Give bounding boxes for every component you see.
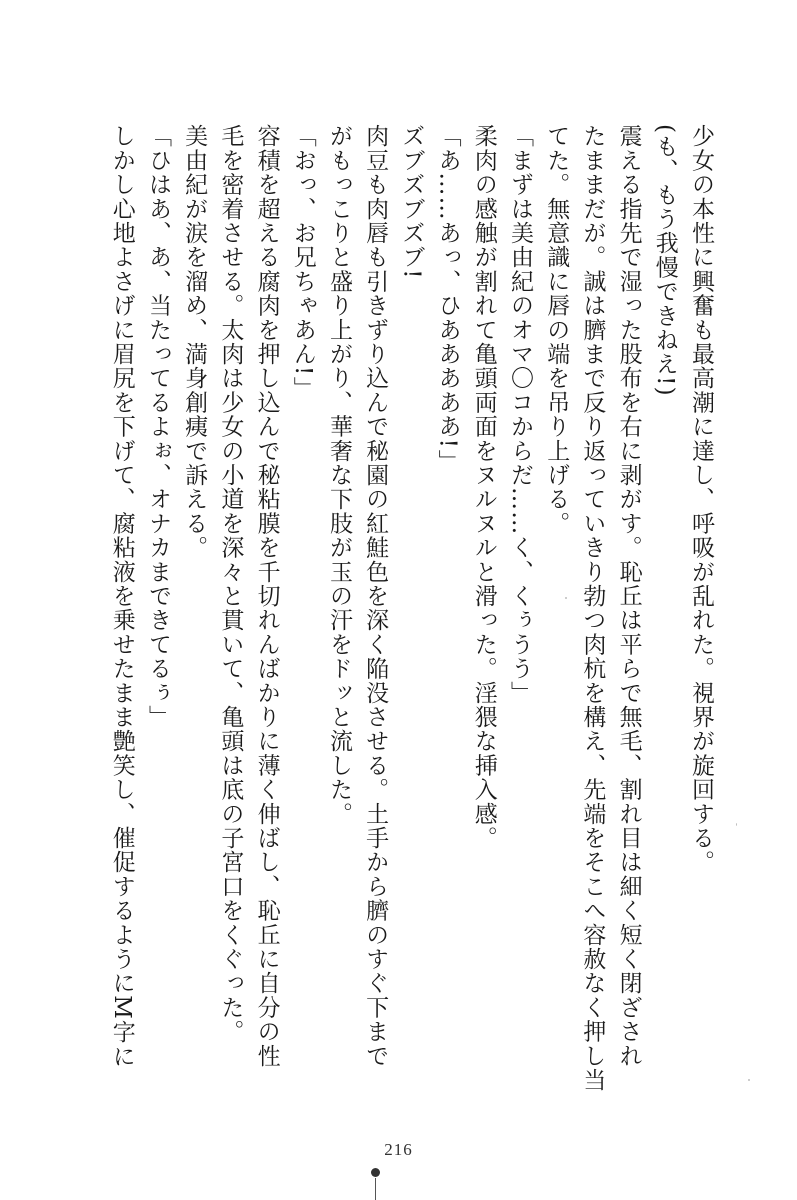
paper-speck [736,823,737,826]
folio-dot [371,1168,380,1177]
body-text [104,124,719,1114]
text-line: 「あ……あっ、ひあああああ!」 [434,124,461,474]
page-number: 216 [384,1140,413,1159]
text-line: がもっこりと盛り上がり、華奢な下肢が玉の汗をドッと流した。 [325,124,352,826]
text-line: ズブズブズブ! [398,124,425,280]
text-line: 「まずは美由紀のオマ〇コからだ……く、くぅうう」 [506,124,533,705]
paper-speck [565,597,567,599]
text-line: 震える指先で湿った股布を右に剥がす。恥丘は平らで無毛、割れ目は細く短く閉ざされ [615,124,642,1068]
text-line: たままだが。誠は臍まで反り返っていきり勃つ肉杭を構え、先端をそこへ容赦なく押し当 [579,124,606,1093]
text-line: てた。無意識に唇の端を吊り上げる。 [543,124,570,536]
folio-rule [375,1178,376,1200]
text-line: (も、もう我慢できねえ!) [651,124,678,397]
text-line: 毛を密着させる。太肉は少女の小道を深々と貫いて、亀頭は底の子宮口をくぐった。 [217,124,244,1044]
text-line: 容積を超える腐肉を押し込んで秘粘膜を千切れんばかりに薄く伸ばし、恥丘に自分の性 [253,124,280,1068]
text-line: 肉豆も肉唇も引きずり込んで秘園の紅鮭色を深く陥没させる。土手から臍のすぐ下まで [362,124,389,1068]
text-line: 柔肉の感触が割れて亀頭両面をヌルヌルと滑った。淫猥な挿入感。 [470,124,497,850]
text-line: 「おっ、お兄ちゃあん!」 [289,124,316,401]
text-line: しかし心地よさげに眉尻を下げて、腐粘液を乗せたまま艶笑し、催促するようにM字に [108,124,135,1069]
text-line: 少女の本性に興奮も最高潮に達し、呼吸が乱れた。視界が旋回する。 [688,124,714,875]
text-line: 「ひはあ、あ、当たってるよぉ、オナカまできてるぅ」 [144,124,171,729]
paper-speck [748,1079,750,1081]
text-line: 美由紀が涙を溜め、満身創痍で訴える。 [181,124,208,560]
